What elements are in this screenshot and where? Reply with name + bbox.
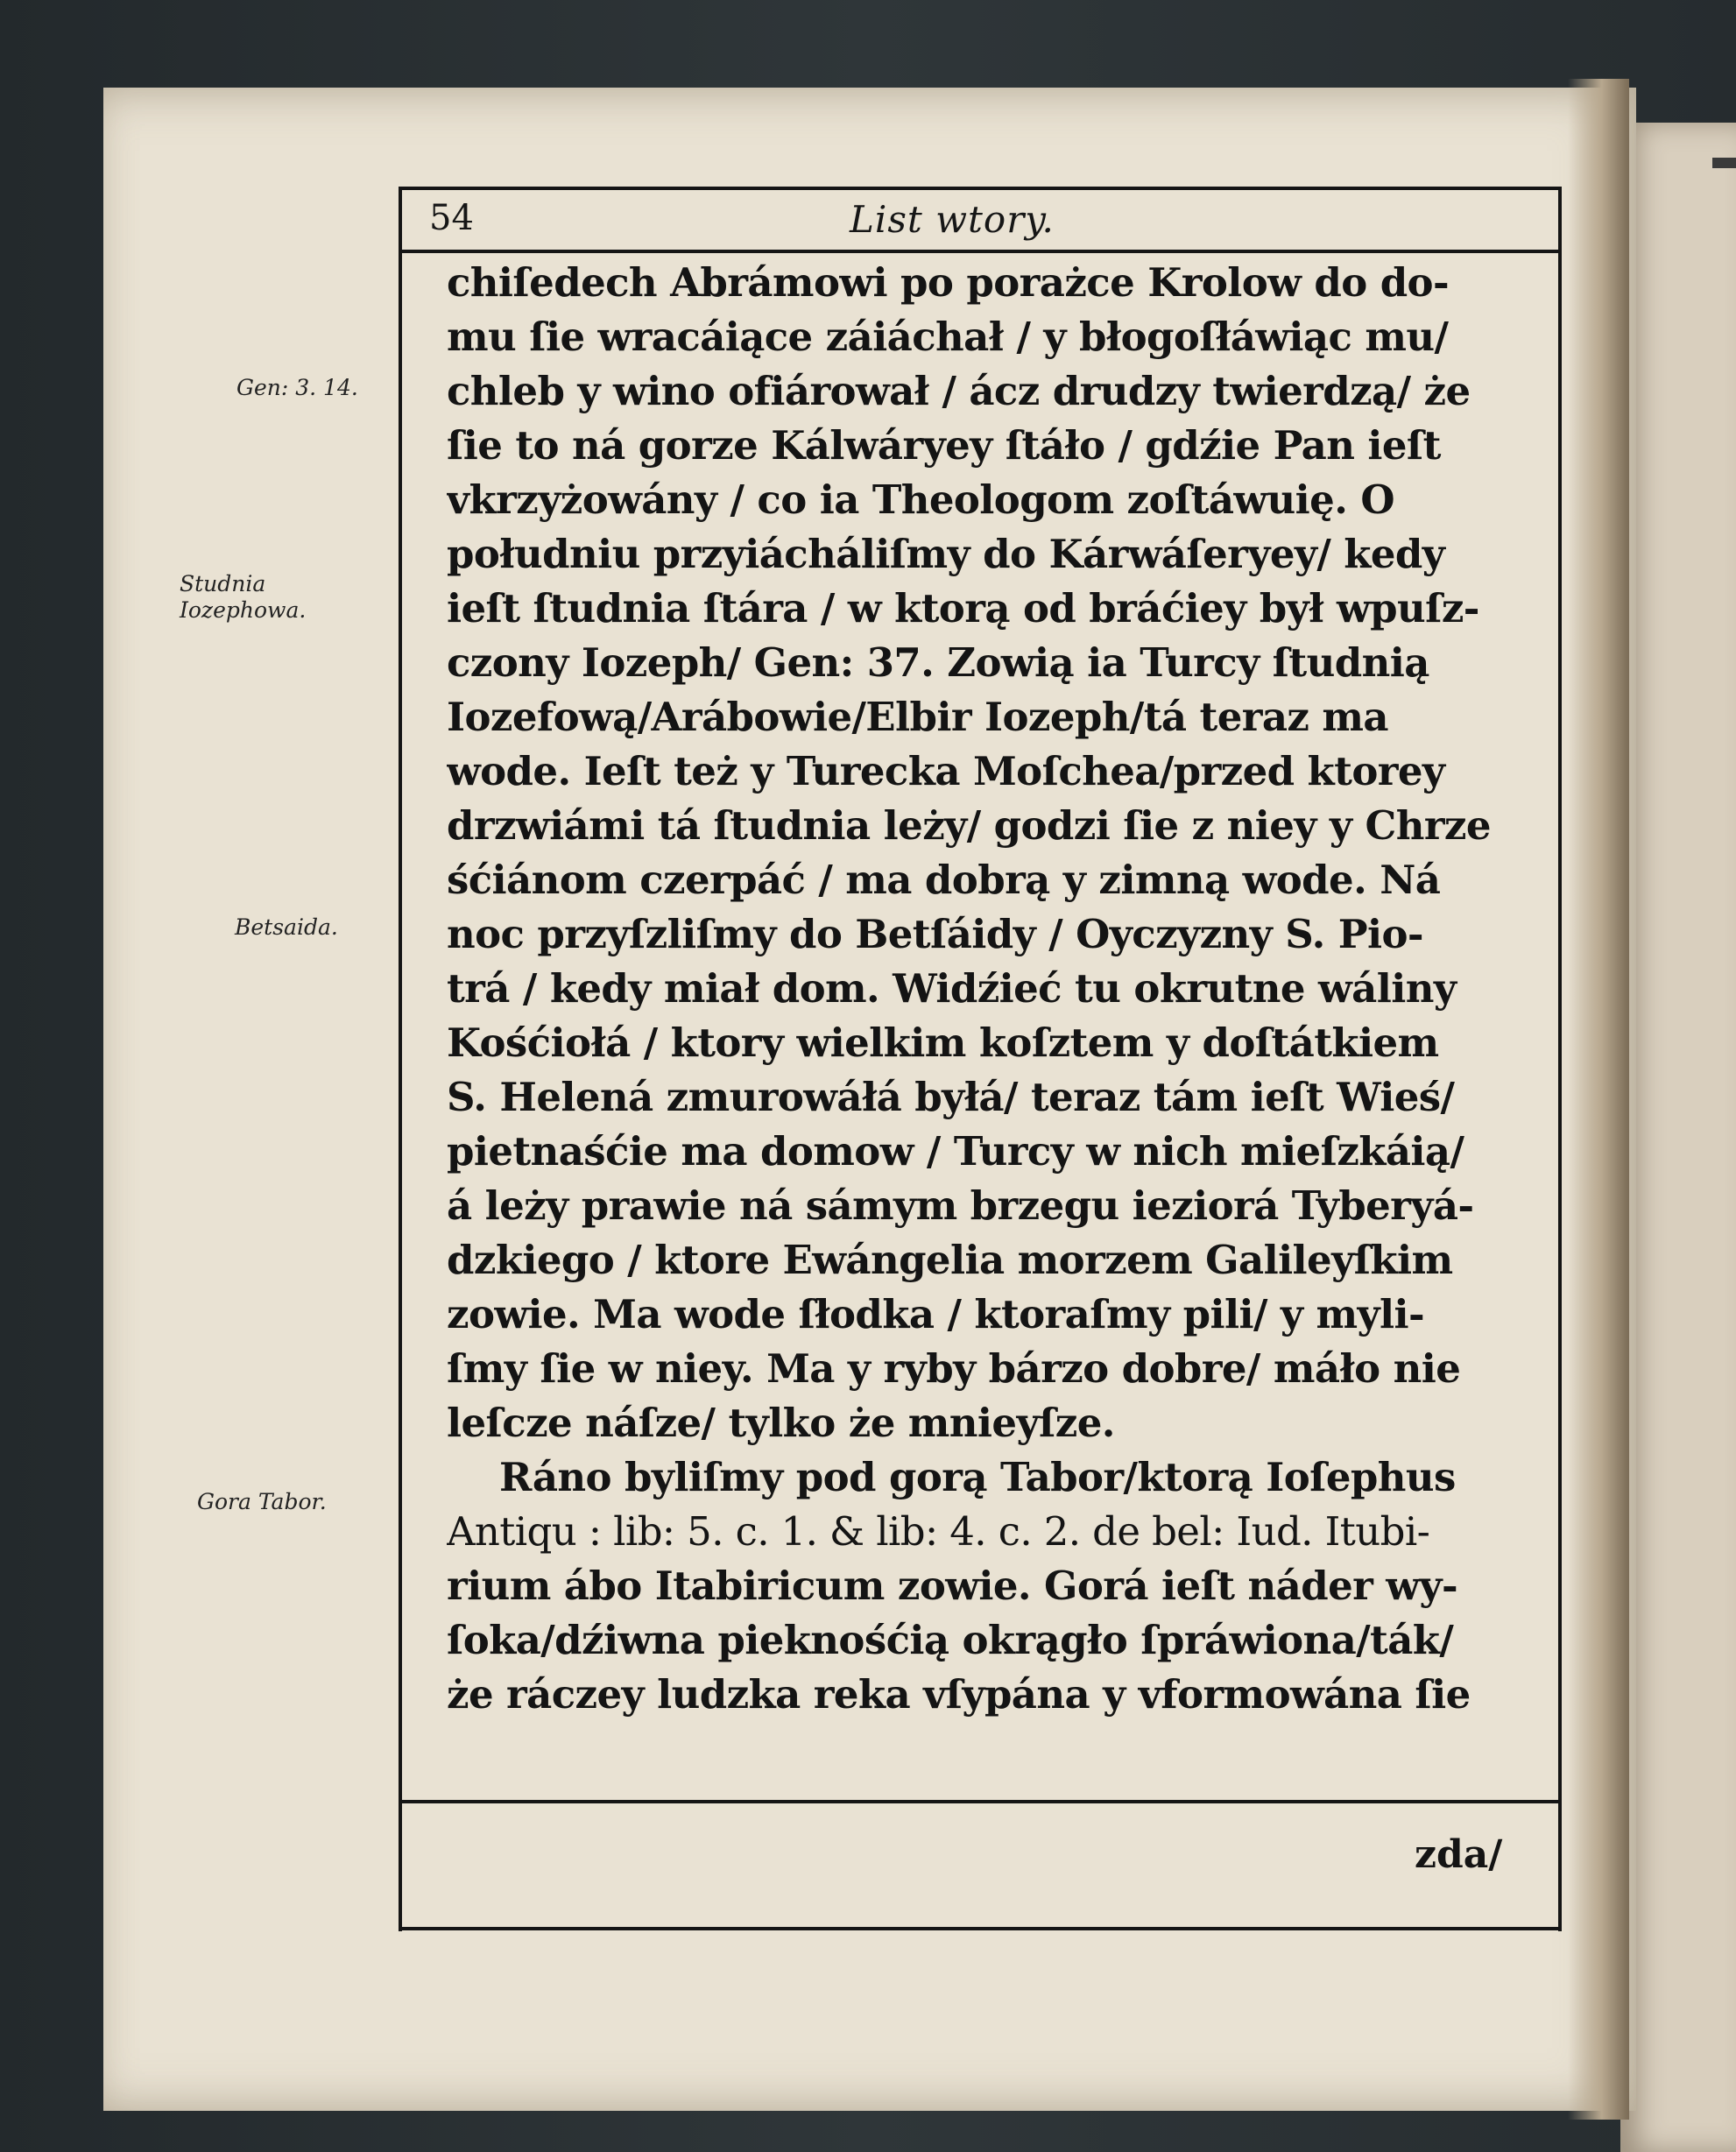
margin-note-studnia: Studnia Iozephowa. [180,571,307,623]
text-line: drzwiámi tá ſtudnia leży/ godzi ſie z niey y Chrze [447,802,1491,849]
body-text [447,256,1542,1718]
facing-page-edge [1620,123,1736,2152]
text-line: wode. Ieſt też y Turecka Moſchea/przed ktorey [447,748,1445,794]
text-line: pietnaśćie ma domow / Turcy w nich mieſzkáią/ [447,1128,1464,1175]
facing-page-mark [1712,158,1736,168]
text-line: Iozefową/Arábowie/Elbir Iozeph/tá teraz ma [447,694,1388,740]
text-line: noc przyſzliſmy do Betſáidy / Oyczyzny S. Pio- [447,911,1423,957]
text-line: czony Iozeph/ Gen: 37. Zowią ia Turcy ſtudnią [447,639,1429,686]
text-line: mu ſie wracáiące záiáchał / y błogoſłáwiąc mu/ [447,314,1449,360]
text-line: trá / kedy miał dom. Widźieć tu okrutne wáliny [447,965,1457,1012]
text-line: leſcze náſze/ tylko że mnieyſze. [447,1400,1115,1446]
text-line: rium ábo Itabiricum zowie. Gorá ieſt náder wy- [447,1563,1458,1609]
page-number: 54 [429,198,474,238]
text-line: ſmy ſie w niey. Ma y ryby bárzo dobre/ máło nie [447,1345,1461,1392]
text-line: Kośćiołá / ktory wielkim koſztem y doſtátkiem [447,1020,1439,1066]
text-line: Antiqu : lib: 5. c. 1. & lib: 4. c. 2. de bel: Iud. Itubi- [447,1508,1430,1555]
margin-note-genesis: Gen: 3. 14. [236,375,358,400]
text-line: chiſedech Abrámowi po porażce Krolow do do- [447,259,1450,306]
text-line: dzkiego / ktore Ewángelia morzem Galileyſkim [447,1237,1453,1283]
running-title: List wtory. [850,198,1055,241]
text-line: ieſt ſtudnia ſtára / w ktorą od bráćiey był wpuſz- [447,585,1479,631]
text-line: zowie. Ma wode ſłodka / ktoraſmy pili/ y myli- [447,1291,1425,1337]
margin-note-betsaida: Betsaida. [235,914,338,940]
text-line: śćiánom czerpáć / ma dobrą y zimną wode. Ná [447,857,1441,903]
text-line: chleb y wino ofiárował / ácz drudzy twierdzą/ że [447,368,1471,414]
text-line: południu przyiácháliſmy do Kárwáſeryey/ kedy [447,531,1445,577]
margin-note-gora-tabor: Gora Tabor. [197,1489,327,1514]
book-gutter [1568,79,1629,2120]
text-line: á leży prawie ná sámym brzegu ieziorá Tyberyá- [447,1182,1474,1229]
text-line: ſoka/dźiwna pieknośćią okrągło ſpráwiona/ták/ [447,1617,1454,1663]
page-header [429,191,1533,245]
text-line: S. Helená zmurowáłá byłá/ teraz tám ieſt Wieś/ [447,1074,1455,1120]
catchword: zda/ [1415,1832,1503,1877]
text-line: że ráczey ludzka reka vſypána y vformowána ſie [447,1671,1471,1718]
text-line: ſie to ná gorze Kálwáryey ſtáło / gdźie Pan ieſt [447,422,1441,469]
text-line: vkrzyżowány / co ia Theologom zoſtáwuię. O [447,476,1394,523]
text-line-paragraph-start: Ráno byliſmy pod gorą Tabor/ktorą Ioſephus [499,1454,1456,1500]
